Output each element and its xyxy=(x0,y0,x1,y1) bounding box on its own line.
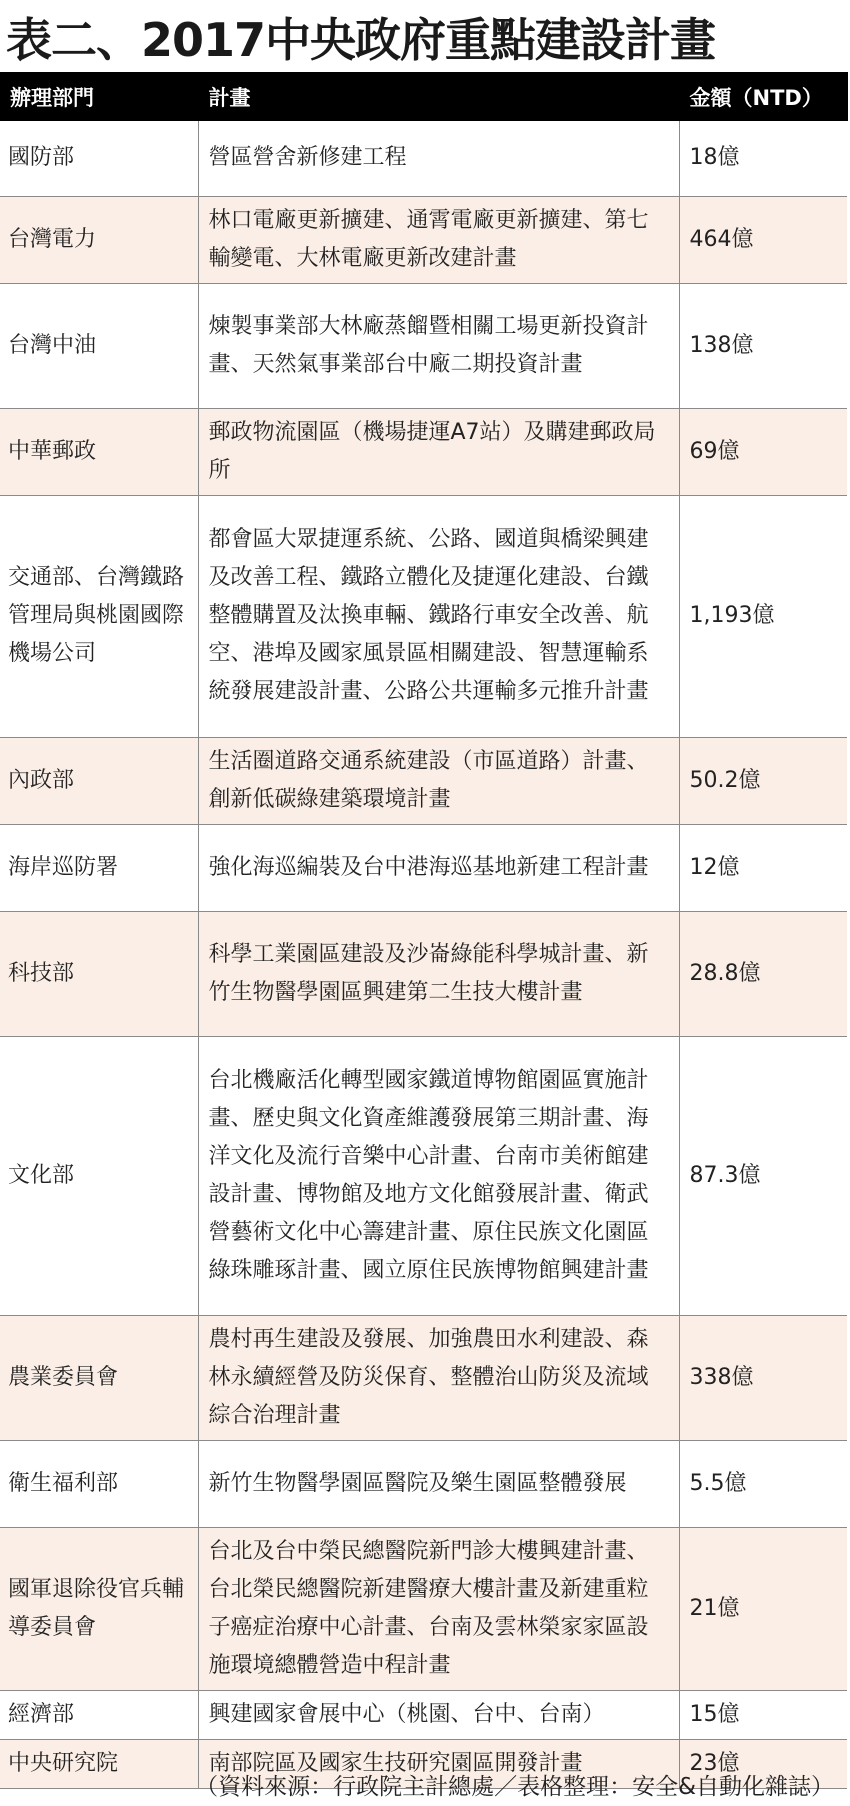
plan-cell: 台北及台中榮民總醫院新門診大樓興建計畫、台北榮民總醫院新建醫療大樓計畫及新建重粒子癌症治療中心計畫、台南及雲林榮家家區設施環境總體營造中程計畫 xyxy=(198,1527,679,1690)
department-cell: 文化部 xyxy=(0,1036,198,1315)
plan-cell: 郵政物流園區（機場捷運A7站）及購建郵政局所 xyxy=(198,408,679,495)
plan-cell: 都會區大眾捷運系統、公路、國道與橋梁興建及改善工程、鐵路立體化及捷運化建設、台鐵整體購置及汰換車輛、鐵路行車安全改善、航空、港埠及國家風景區相關建設、智慧運輸系統發展建設計畫、公路公共運輸多元推升計畫 xyxy=(198,495,679,737)
department-cell: 農業委員會 xyxy=(0,1315,198,1440)
table-row xyxy=(0,495,847,737)
amount-cell: 338億 xyxy=(679,1315,847,1440)
plan-cell: 生活圈道路交通系統建設（市區道路）計畫、創新低碳綠建築環境計畫 xyxy=(198,737,679,824)
amount-cell: 12億 xyxy=(679,824,847,911)
plan-cell: 強化海巡編裝及台中港海巡基地新建工程計畫 xyxy=(198,824,679,911)
plan-cell: 南部院區及國家生技研究園區開發計畫 xyxy=(198,1739,679,1788)
department-cell: 國防部 xyxy=(0,121,198,196)
table-row xyxy=(0,1315,847,1440)
department-cell: 台灣電力 xyxy=(0,196,198,283)
table-row xyxy=(0,737,847,824)
department-cell: 交通部、台灣鐵路管理局與桃園國際機場公司 xyxy=(0,495,198,737)
department-cell: 台灣中油 xyxy=(0,283,198,408)
amount-cell: 138億 xyxy=(679,283,847,408)
table-row xyxy=(0,911,847,1036)
table-row xyxy=(0,196,847,283)
projects-table xyxy=(0,72,848,1789)
plan-cell: 科學工業園區建設及沙崙綠能科學城計畫、新竹生物醫學園區興建第二生技大樓計畫 xyxy=(198,911,679,1036)
amount-cell: 21億 xyxy=(679,1527,847,1690)
amount-cell: 18億 xyxy=(679,121,847,196)
department-cell: 經濟部 xyxy=(0,1690,198,1739)
plan-cell: 營區營舍新修建工程 xyxy=(198,121,679,196)
plan-cell: 農村再生建設及發展、加強農田水利建設、森林永續經營及防災保育、整體治山防災及流域綜合治理計畫 xyxy=(198,1315,679,1440)
amount-cell: 87.3億 xyxy=(679,1036,847,1315)
page-title: 表二、2017中央政府重點建設計畫 xyxy=(6,13,716,67)
department-cell: 海岸巡防署 xyxy=(0,824,198,911)
header-plan: 計畫 xyxy=(198,72,679,121)
source-note: （資料來源：行政院主計總處／表格整理：安全&自動化雜誌） xyxy=(195,1774,834,1800)
table-header-row xyxy=(0,72,847,121)
amount-cell: 50.2億 xyxy=(679,737,847,824)
department-cell: 國軍退除役官兵輔導委員會 xyxy=(0,1527,198,1690)
plan-cell: 興建國家會展中心（桃園、台中、台南） xyxy=(198,1690,679,1739)
department-cell: 中華郵政 xyxy=(0,408,198,495)
header-amount: 金額（NTD） xyxy=(679,72,847,121)
amount-cell: 28.8億 xyxy=(679,911,847,1036)
table-row xyxy=(0,1527,847,1690)
table-row xyxy=(0,283,847,408)
table-row xyxy=(0,121,847,196)
plan-cell: 煉製事業部大林廠蒸餾暨相關工場更新投資計畫、天然氣事業部台中廠二期投資計畫 xyxy=(198,283,679,408)
table-row xyxy=(0,1690,847,1739)
amount-cell: 69億 xyxy=(679,408,847,495)
department-cell: 科技部 xyxy=(0,911,198,1036)
amount-cell: 464億 xyxy=(679,196,847,283)
plan-cell: 林口電廠更新擴建、通霄電廠更新擴建、第七輸變電、大林電廠更新改建計畫 xyxy=(198,196,679,283)
table-row xyxy=(0,1440,847,1527)
department-cell: 衛生福利部 xyxy=(0,1440,198,1527)
header-department: 辦理部門 xyxy=(0,72,198,121)
department-cell: 內政部 xyxy=(0,737,198,824)
plan-cell: 台北機廠活化轉型國家鐵道博物館園區實施計畫、歷史與文化資產維護發展第三期計畫、海洋文化及流行音樂中心計畫、台南市美術館建設計畫、博物館及地方文化館發展計畫、衛武營藝術文化中心籌建計畫、原住民族文化園區綠珠雕琢計畫、國立原住民族博物館興建計畫 xyxy=(198,1036,679,1315)
amount-cell: 1,193億 xyxy=(679,495,847,737)
department-cell: 中央研究院 xyxy=(0,1739,198,1788)
amount-cell: 5.5億 xyxy=(679,1440,847,1527)
amount-cell: 15億 xyxy=(679,1690,847,1739)
table-row xyxy=(0,408,847,495)
plan-cell: 新竹生物醫學園區醫院及樂生園區整體發展 xyxy=(198,1440,679,1527)
table-row xyxy=(0,1036,847,1315)
table-row xyxy=(0,824,847,911)
amount-cell: 23億 xyxy=(679,1739,847,1788)
